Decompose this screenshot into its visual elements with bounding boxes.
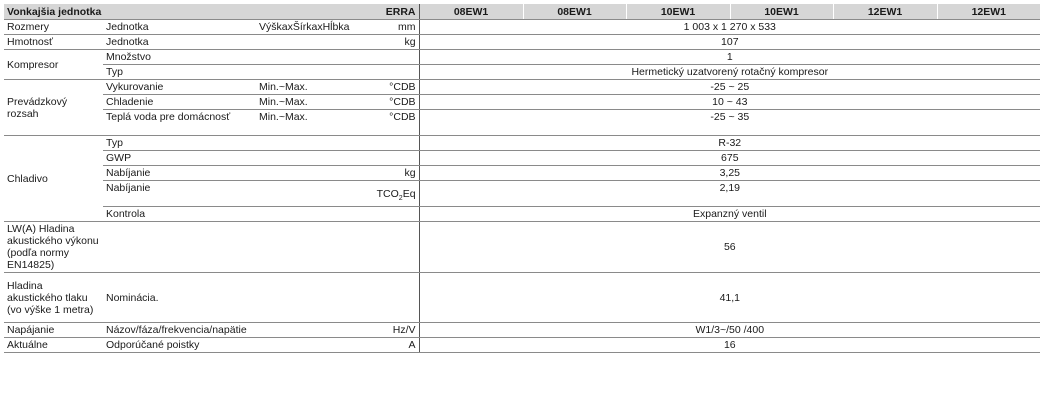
table-row-chladivo-gwp: [4, 151, 1040, 166]
table-row-chladivo-nabijanie-kg: [4, 166, 1040, 181]
row-group-label: Aktuálne: [4, 338, 103, 353]
row-group-label: LW(A) Hladina akustického výkonu (podľa normy EN14825): [4, 222, 103, 273]
row-group-label: Kompresor: [4, 50, 103, 80]
row-unit: [352, 151, 419, 166]
row-value: 1: [419, 50, 1040, 65]
row-unit: [352, 65, 419, 80]
row-unit: [352, 136, 419, 151]
row-group-label: Rozmery: [4, 20, 103, 35]
row-qualifier: [256, 166, 352, 181]
row-param-label: Jednotka: [103, 35, 256, 50]
row-unit: °CDB: [352, 80, 419, 95]
row-param-label: Odporúčané poistky: [103, 338, 352, 353]
table-row-hladina-tlaku: [4, 273, 1040, 323]
row-qualifier: [256, 207, 352, 222]
row-value: 3,25: [419, 166, 1040, 181]
row-value: 10 ~ 43: [419, 95, 1040, 110]
header-series: ERRA: [352, 4, 419, 20]
row-value: 1 003 x 1 270 x 533: [419, 20, 1040, 35]
row-qualifier: VýškaxŠírkaxHĺbka: [256, 20, 352, 35]
row-group-label: Chladivo: [4, 136, 103, 222]
specification-table: [4, 4, 1040, 353]
row-unit: [352, 181, 419, 207]
row-unit: [352, 273, 419, 323]
row-param-label: Nabíjanie: [103, 181, 256, 207]
table-row-vykurovanie: [4, 80, 1040, 95]
row-qualifier: [256, 222, 352, 273]
row-unit: kg: [352, 35, 419, 50]
table-row-chladivo-typ: [4, 136, 1040, 151]
table-row-aktualne: [4, 338, 1040, 353]
header-model-4: 10EW1: [730, 4, 833, 20]
row-unit: A: [352, 338, 419, 353]
row-group-label: Hmotnosť: [4, 35, 103, 50]
row-value: 56: [419, 222, 1040, 273]
row-qualifier: [256, 151, 352, 166]
row-param-label: Vykurovanie: [103, 80, 256, 95]
row-group-label: Hladina akustického tlaku (vo výške 1 metra): [4, 273, 103, 323]
row-value: W1/3~/50 /400: [419, 323, 1040, 338]
row-param-label: Typ: [103, 65, 256, 80]
row-param-label: GWP: [103, 151, 256, 166]
row-unit: [352, 222, 419, 273]
header-model-1: 08EW1: [419, 4, 523, 20]
row-value: 675: [419, 151, 1040, 166]
row-qualifier: [256, 65, 352, 80]
header-model-2: 08EW1: [523, 4, 626, 20]
row-value: -25 ~ 25: [419, 80, 1040, 95]
table-row-napajanie: [4, 323, 1040, 338]
row-qualifier: [256, 136, 352, 151]
row-value: R-32: [419, 136, 1040, 151]
row-param-label: Množstvo: [103, 50, 256, 65]
row-param-label: Teplá voda pre domácnosť: [103, 110, 256, 136]
row-group-label: Prevádzkový rozsah: [4, 80, 103, 136]
row-unit: °CDB: [352, 110, 419, 136]
row-qualifier: Min.~Max.: [256, 80, 352, 95]
row-qualifier: [256, 50, 352, 65]
unit-tco: TCO: [376, 187, 399, 200]
table-row-rozmery: [4, 20, 1040, 35]
table-row-lwa: [4, 222, 1040, 273]
table-row-tepla-voda: [4, 110, 1040, 136]
row-param-label: Nabíjanie: [103, 166, 256, 181]
table-row-kompresor-mnozstvo: [4, 50, 1040, 65]
row-value: 2,19: [419, 181, 1040, 207]
row-unit: mm: [352, 20, 419, 35]
header-model-3: 10EW1: [626, 4, 730, 20]
row-param-label: [103, 222, 256, 273]
header-title: Vonkajšia jednotka: [4, 4, 352, 20]
row-unit: °CDB: [352, 95, 419, 110]
row-unit: kg: [352, 166, 419, 181]
row-qualifier: [256, 273, 352, 323]
table-row-chladenie: [4, 95, 1040, 110]
table-row-chladivo-nabijanie-tco2: [4, 181, 1040, 207]
table-header-row: [4, 4, 1040, 20]
row-param-label: Typ: [103, 136, 256, 151]
table-row-hmotnost: [4, 35, 1040, 50]
row-unit: [352, 207, 419, 222]
row-qualifier: [256, 35, 352, 50]
row-group-label: Napájanie: [4, 323, 103, 338]
row-param-label: Kontrola: [103, 207, 256, 222]
row-qualifier: Min.~Max.: [256, 95, 352, 110]
row-unit: [352, 50, 419, 65]
row-value: 107: [419, 35, 1040, 50]
unit-subscript: 2: [398, 194, 403, 202]
table-row-kompresor-typ: [4, 65, 1040, 80]
row-value: 41,1: [419, 273, 1040, 323]
header-model-5: 12EW1: [833, 4, 937, 20]
table-row-chladivo-kontrola: [4, 207, 1040, 222]
header-model-6: 12EW1: [937, 4, 1040, 20]
row-value: Expanzný ventil: [419, 207, 1040, 222]
row-param-label: Názov/fáza/frekvencia/napätie: [103, 323, 352, 338]
row-value: 16: [419, 338, 1040, 353]
row-unit: Hz/V: [352, 323, 419, 338]
row-value: -25 ~ 35: [419, 110, 1040, 136]
row-param-label: Jednotka: [103, 20, 256, 35]
row-qualifier: [256, 181, 352, 207]
row-param-label: Chladenie: [103, 95, 256, 110]
row-qualifier: Min.~Max.: [256, 110, 352, 136]
row-value: Hermetický uzatvorený rotačný kompresor: [419, 65, 1040, 80]
row-param-label: Nominácia.: [103, 273, 256, 323]
unit-eq: Eq: [402, 187, 416, 200]
